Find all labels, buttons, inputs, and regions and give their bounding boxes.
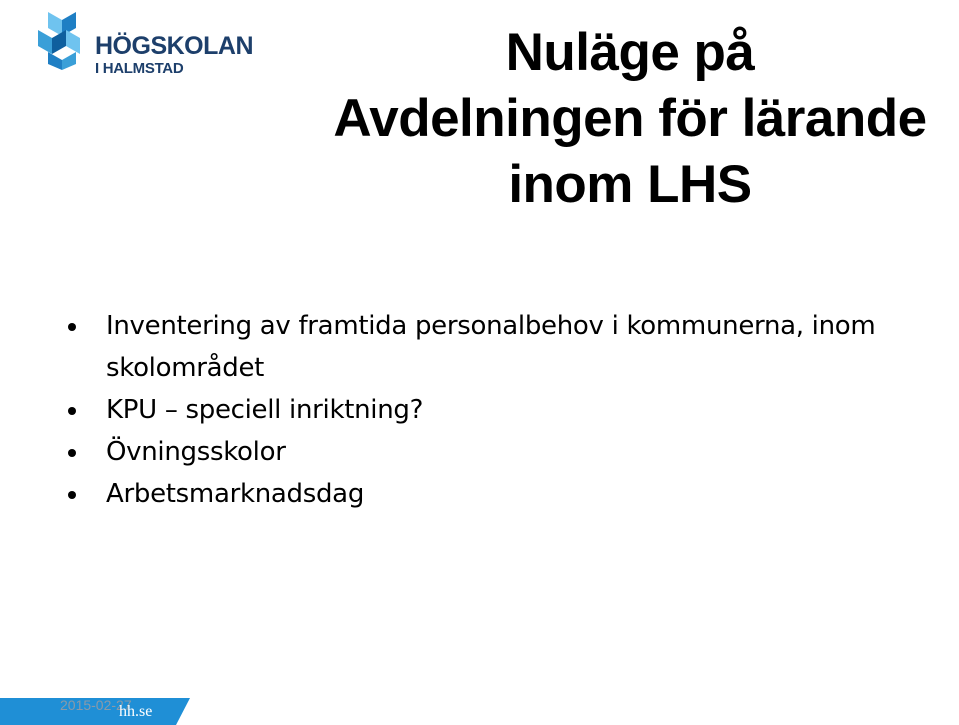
bullet-item <box>64 473 944 515</box>
slide-title-line3: inom LHS <box>508 155 752 214</box>
bullet-item <box>64 389 944 431</box>
bullet-text: Arbetsmarknadsdag <box>106 479 365 509</box>
bullet-text: KPU – speciell inriktning? <box>106 395 424 425</box>
bullet-dot-icon <box>68 449 76 457</box>
bullet-dot-icon <box>68 491 76 499</box>
hogskolan-logo <box>34 8 253 77</box>
slide-title <box>300 20 959 218</box>
bullet-text: Inventering av framtida personalbehov i kommunerna, inom skolområdet <box>106 311 876 383</box>
slide-title-line2: Avdelningen för lärande <box>333 89 927 148</box>
bullet-item <box>64 305 944 389</box>
logo-text-line1: HÖGSKOLAN <box>95 32 253 60</box>
logo-mark-icon <box>34 8 86 70</box>
bullet-dot-icon <box>68 323 76 331</box>
slide-date: 2015-02-27 <box>60 697 132 713</box>
bullet-item <box>64 431 944 473</box>
slide-title-line1: Nuläge på <box>505 23 755 82</box>
bullet-list <box>64 305 944 515</box>
logo-text-line2: I HALMSTAD <box>95 60 184 77</box>
footer-site-link[interactable]: hh.se <box>119 703 153 720</box>
bullet-text: Övningsskolor <box>106 437 286 467</box>
bullet-dot-icon <box>68 407 76 415</box>
